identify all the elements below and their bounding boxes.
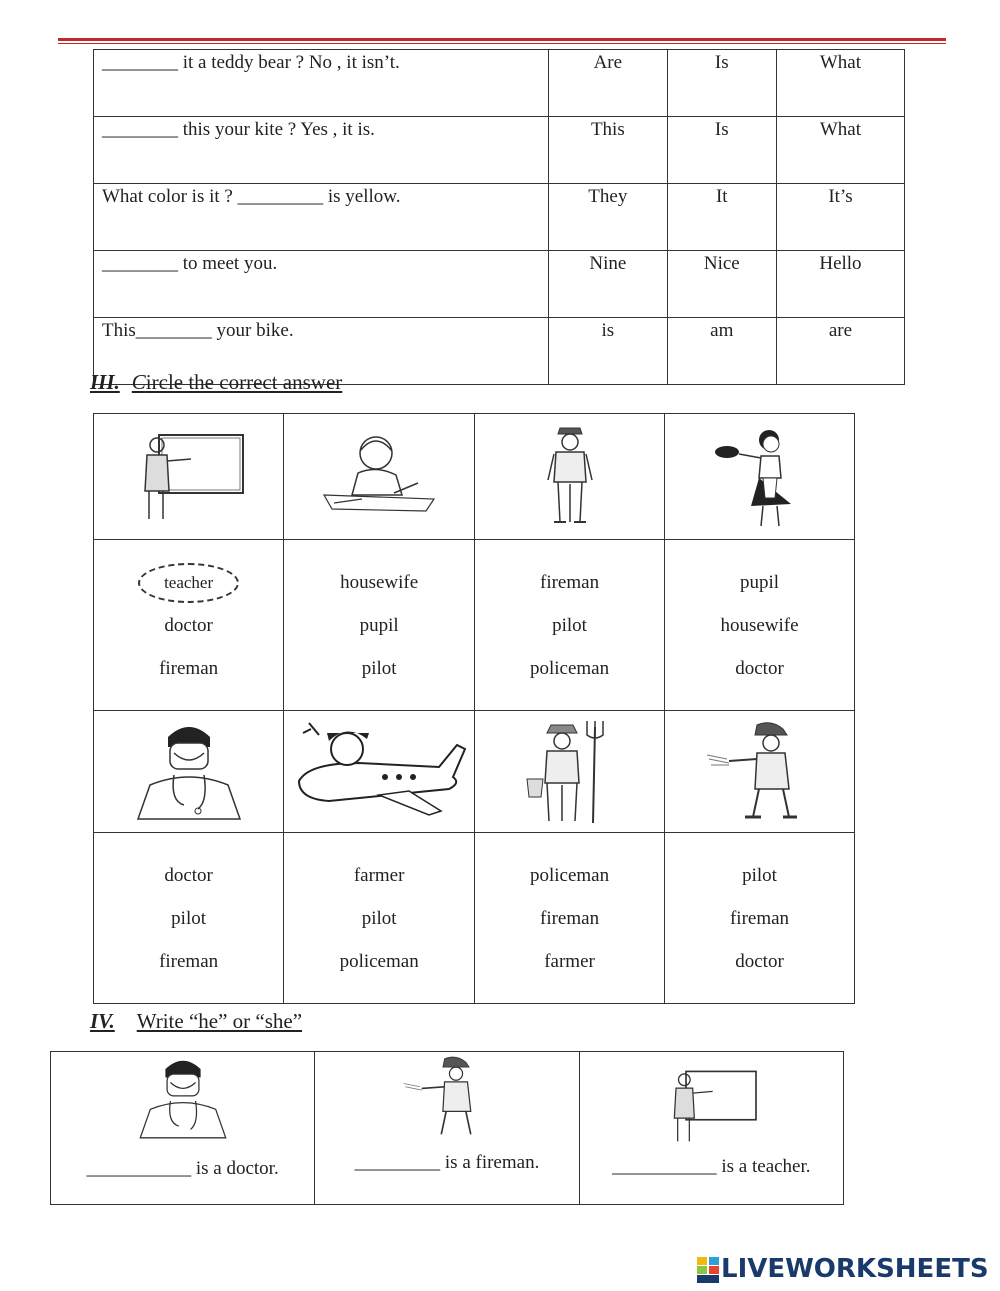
word-option[interactable]: pilot xyxy=(552,614,587,636)
word-option[interactable]: policeman xyxy=(529,657,610,679)
option-cell[interactable]: It’s xyxy=(776,184,904,251)
word-option[interactable]: farmer xyxy=(544,950,595,972)
doctor-icon xyxy=(128,1054,238,1142)
question-cell: What color is it ? _________ is yellow. xyxy=(94,184,549,251)
header-rule-thin xyxy=(58,43,946,44)
question-cell: ________ it a teddy bear ? No , it isn’t. xyxy=(94,50,549,117)
liveworksheets-logo xyxy=(697,1254,989,1286)
word-option[interactable]: pupil xyxy=(359,614,399,636)
option-cell[interactable]: are xyxy=(776,318,904,385)
word-cell xyxy=(475,540,665,711)
picture-cell xyxy=(94,711,284,833)
circle-answer-table xyxy=(93,413,855,1004)
word-cell xyxy=(284,540,475,711)
sentence-doctor[interactable]: ___________ is a doctor. xyxy=(86,1158,279,1179)
picture-row xyxy=(94,414,855,540)
table-row xyxy=(51,1052,844,1205)
picture-cell xyxy=(284,711,475,833)
section-4-number: IV. xyxy=(90,1009,115,1033)
word-cell xyxy=(475,833,665,1004)
fireman-icon xyxy=(397,1054,497,1140)
option-cell[interactable]: is xyxy=(549,318,668,385)
picture-cell xyxy=(665,711,855,833)
picture-row xyxy=(94,711,855,833)
word-option[interactable]: policeman xyxy=(529,864,610,886)
word-option[interactable]: fireman xyxy=(540,571,600,593)
question-cell: ________ this your kite ? Yes , it is. xyxy=(94,117,549,184)
table-row xyxy=(94,117,905,184)
word-cell xyxy=(665,833,855,1004)
circled-answer[interactable]: teacher xyxy=(138,563,239,603)
word-option[interactable]: housewife xyxy=(720,614,799,636)
word-cell xyxy=(94,540,284,711)
teacher-image xyxy=(129,429,249,524)
word-option[interactable]: doctor xyxy=(164,614,213,636)
word-option[interactable]: pilot xyxy=(361,657,397,679)
word-option[interactable]: pilot xyxy=(171,907,207,929)
header-rule xyxy=(58,38,946,41)
word-option[interactable]: fireman xyxy=(159,950,219,972)
word-option[interactable]: housewife xyxy=(340,571,419,593)
picture-cell xyxy=(94,414,284,540)
teacher-icon xyxy=(661,1066,761,1146)
word-option[interactable]: fireman xyxy=(729,907,790,929)
option-cell[interactable]: Is xyxy=(667,117,776,184)
he-she-table xyxy=(50,1051,844,1205)
word-cell xyxy=(94,833,284,1004)
table-row xyxy=(94,50,905,117)
option-cell[interactable]: This xyxy=(549,117,668,184)
word-row xyxy=(94,540,855,711)
option-cell[interactable]: They xyxy=(549,184,668,251)
housewife-image xyxy=(705,422,815,532)
option-cell[interactable]: It xyxy=(667,184,776,251)
pilot-image xyxy=(289,719,469,824)
fireman-image xyxy=(705,719,815,824)
picture-cell xyxy=(665,414,855,540)
question-cell: ________ to meet you. xyxy=(94,251,549,318)
word-row xyxy=(94,833,855,1004)
picture-cell xyxy=(475,414,665,540)
question-cell: This________ your bike. xyxy=(94,318,549,385)
section-4-title: Write “he” or “she” xyxy=(136,1009,303,1033)
word-option[interactable]: fireman xyxy=(159,657,219,679)
option-cell[interactable]: What xyxy=(776,117,904,184)
picture-cell xyxy=(284,414,475,540)
he-she-cell xyxy=(51,1052,315,1205)
fill-in-table xyxy=(93,49,905,385)
section-4-heading xyxy=(90,1009,302,1034)
option-cell[interactable]: Nice xyxy=(667,251,776,318)
he-she-cell xyxy=(315,1052,579,1205)
word-option[interactable]: doctor xyxy=(735,950,784,972)
policeman-image xyxy=(530,422,610,532)
option-cell[interactable]: Nine xyxy=(549,251,668,318)
he-she-cell xyxy=(579,1052,843,1205)
word-cell xyxy=(665,540,855,711)
logo-text: LIVEWORKSHEETS xyxy=(721,1254,989,1284)
sentence-teacher[interactable]: ___________ is a teacher. xyxy=(612,1156,811,1177)
table-row xyxy=(94,251,905,318)
word-option[interactable]: doctor xyxy=(735,657,784,679)
word-option[interactable]: farmer xyxy=(353,864,405,886)
section-3-title: ircle the correct answer xyxy=(145,370,343,394)
option-cell[interactable]: Is xyxy=(667,50,776,117)
option-cell[interactable]: am xyxy=(667,318,776,385)
table-row xyxy=(94,184,905,251)
word-option[interactable]: policeman xyxy=(339,950,419,972)
word-option[interactable]: doctor xyxy=(164,864,213,886)
logo-mark-icon xyxy=(697,1257,719,1283)
picture-cell xyxy=(475,711,665,833)
farmer-image xyxy=(515,717,625,827)
word-option[interactable]: pilot xyxy=(361,907,397,929)
section-3-number: III. xyxy=(90,370,120,394)
word-option[interactable]: pilot xyxy=(742,864,777,886)
pupil-image xyxy=(314,429,444,524)
sentence-fireman[interactable]: _________ is a fireman. xyxy=(354,1152,540,1173)
section-3-title-initial: C xyxy=(131,370,146,394)
section-3-heading xyxy=(90,370,342,395)
word-cell xyxy=(284,833,475,1004)
word-option[interactable]: fireman xyxy=(540,907,600,929)
option-cell[interactable]: Are xyxy=(549,50,668,117)
word-option[interactable]: pupil xyxy=(739,571,780,593)
doctor-image xyxy=(124,719,254,824)
option-cell[interactable]: What xyxy=(776,50,904,117)
option-cell[interactable]: Hello xyxy=(776,251,904,318)
